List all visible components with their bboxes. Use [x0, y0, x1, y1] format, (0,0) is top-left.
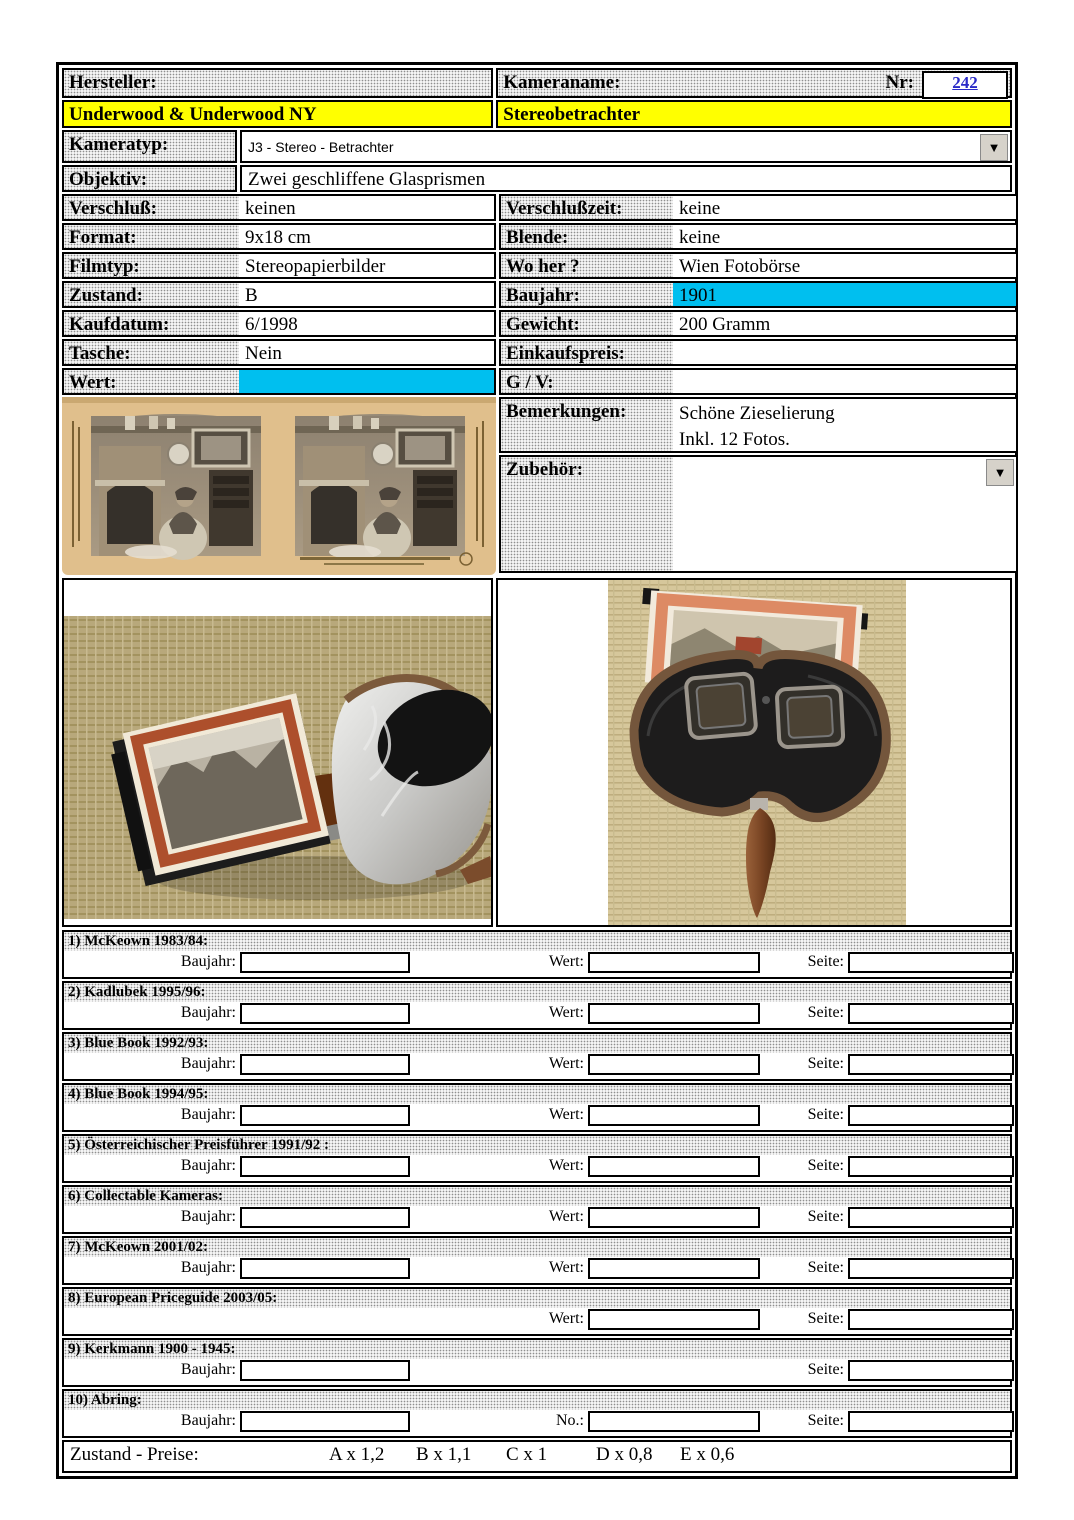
price-factor-d: D x 0,8	[596, 1444, 653, 1465]
wert-input[interactable]	[588, 1003, 760, 1024]
price-guide-block	[62, 1185, 1012, 1234]
kameraname-value-cell[interactable]	[496, 100, 1012, 128]
zustand-row	[62, 281, 496, 308]
kameraname-header-cell	[496, 68, 1012, 98]
seite-input[interactable]	[848, 1258, 1014, 1279]
seite-label: Seite:	[807, 1004, 844, 1021]
stereo-viewer-side-image	[64, 580, 493, 925]
gewicht-label: Gewicht:	[501, 312, 673, 335]
price-factor-e: E x 0,6	[680, 1444, 735, 1465]
kameratyp-label: Kameratyp:	[69, 134, 169, 155]
chevron-down-icon: ▼	[987, 140, 1001, 155]
price-guide-block	[62, 1032, 1012, 1081]
baujahr-label: Baujahr:	[180, 1208, 236, 1225]
kameratyp-label-cell	[62, 130, 237, 163]
wert-label: Wert:	[548, 1310, 584, 1327]
price-guides	[62, 930, 1012, 1438]
baujahr-input[interactable]	[240, 1054, 410, 1075]
bemerkungen-value[interactable]	[673, 399, 1016, 451]
wert-label: Wert:	[548, 1259, 584, 1276]
chevron-down-icon: ▼	[993, 465, 1007, 480]
price-guide-block	[62, 1338, 1012, 1387]
price-guide-block	[62, 1287, 1012, 1336]
price-guide-title: 10) Abring:	[64, 1391, 1010, 1410]
price-guide-block	[62, 981, 1012, 1030]
wert-label: Wert:	[548, 1157, 584, 1174]
verschlusszeit-value[interactable]: keine	[673, 196, 1016, 219]
baujahr-label: Baujahr:	[180, 1259, 236, 1276]
seite-input[interactable]	[848, 1105, 1014, 1126]
wert-input[interactable]	[588, 1309, 760, 1330]
blende-row	[499, 223, 1018, 250]
tasche-value[interactable]: Nein	[239, 341, 494, 364]
objektiv-value-cell[interactable]	[240, 165, 1012, 192]
wert-label: Wert:	[548, 1106, 584, 1123]
price-guide-block	[62, 1134, 1012, 1183]
bemerkungen-line1: Schöne Zieselierung	[679, 403, 835, 424]
zustand-preise-row	[62, 1440, 1012, 1473]
price-guide-fields-row	[64, 1155, 1010, 1181]
woher-label: Wo her ?	[501, 254, 673, 277]
seite-input[interactable]	[848, 1360, 1014, 1381]
einkaufspreis-row	[499, 339, 1018, 366]
zubehoer-value	[673, 450, 679, 473]
einkaufspreis-label: Einkaufspreis:	[501, 341, 673, 364]
nr-label: Nr:	[885, 72, 914, 93]
verschlusszeit-row	[499, 194, 1018, 221]
no-input[interactable]	[588, 1411, 760, 1432]
zubehoer-row	[499, 455, 1018, 573]
bemerkungen-row	[499, 397, 1018, 453]
seite-input[interactable]	[848, 1054, 1014, 1075]
baujahr-input[interactable]	[240, 1411, 410, 1432]
price-guide-title: 9) Kerkmann 1900 - 1945:	[64, 1340, 1010, 1359]
price-guide-title: 8) European Priceguide 2003/05:	[64, 1289, 1010, 1308]
kaufdatum-value[interactable]: 6/1998	[239, 312, 494, 335]
baujahr-label: Baujahr:	[180, 1412, 236, 1429]
kameratyp-value: J3 - Stereo - Betrachter	[248, 139, 394, 155]
baujahr-input[interactable]	[240, 1003, 410, 1024]
seite-label: Seite:	[807, 1106, 844, 1123]
wert-input[interactable]	[588, 1054, 760, 1075]
price-guide-title: 3) Blue Book 1992/93:	[64, 1034, 1010, 1053]
camera-record-form	[56, 62, 1018, 1479]
baujahr-input[interactable]	[240, 952, 410, 973]
objektiv-label: Objektiv:	[69, 169, 148, 190]
baujahr-label: Baujahr:	[180, 1157, 236, 1174]
price-guide-title: 2) Kadlubek 1995/96:	[64, 983, 1010, 1002]
baujahr-label: Baujahr:	[180, 1361, 236, 1378]
hersteller-label: Hersteller:	[69, 72, 157, 93]
baujahr-row	[499, 281, 1018, 308]
price-factor-a: A x 1,2	[329, 1444, 385, 1465]
gewicht-row	[499, 310, 1018, 337]
price-guide-fields-row	[64, 951, 1010, 977]
wert-input[interactable]	[588, 1258, 760, 1279]
verschluss-label: Verschluß:	[64, 196, 239, 219]
zustand-preise-label: Zustand - Preise:	[70, 1444, 199, 1465]
filmtyp-label: Filmtyp:	[64, 254, 239, 277]
viewer-side-photo	[62, 578, 493, 927]
wert-input[interactable]	[588, 952, 760, 973]
seite-label: Seite:	[807, 1157, 844, 1174]
baujahr-value[interactable]: 1901	[673, 283, 1016, 306]
baujahr-label: Baujahr:	[180, 1055, 236, 1072]
price-guide-fields-row	[64, 1359, 1010, 1385]
objektiv-label-cell	[62, 165, 237, 192]
format-row	[62, 223, 496, 250]
format-value[interactable]: 9x18 cm	[239, 225, 494, 248]
woher-value[interactable]: Wien Fotobörse	[673, 254, 1016, 277]
price-guide-fields-row	[64, 1257, 1010, 1283]
no-label: No.:	[556, 1412, 584, 1429]
seite-input[interactable]	[848, 1411, 1014, 1432]
gv-label: G / V:	[501, 370, 673, 393]
filmtyp-value[interactable]: Stereopapierbilder	[239, 254, 494, 277]
gv-row	[499, 368, 1018, 395]
kaufdatum-row	[62, 310, 496, 337]
tasche-row	[62, 339, 496, 366]
viewer-front-photo	[496, 578, 1012, 927]
blende-value[interactable]: keine	[673, 225, 1016, 248]
einkaufspreis-value[interactable]	[673, 341, 1016, 364]
seite-input[interactable]	[848, 1309, 1014, 1330]
bemerkungen-label: Bemerkungen:	[501, 399, 673, 451]
price-guide-block	[62, 1083, 1012, 1132]
price-factor-c: C x 1	[506, 1444, 548, 1465]
wert-label: Wert:	[548, 1055, 584, 1072]
price-guide-title: 5) Österreichischer Preisführer 1991/92 :	[64, 1136, 1010, 1155]
record-number-link[interactable]: 242	[952, 73, 978, 92]
record-number-box[interactable]	[922, 71, 1008, 99]
wert-input[interactable]	[588, 1207, 760, 1228]
seite-label: Seite:	[807, 1361, 844, 1378]
hersteller-value: Underwood & Underwood NY	[69, 104, 317, 125]
gv-value[interactable]	[673, 370, 1016, 393]
seite-input[interactable]	[848, 1003, 1014, 1024]
wert-label: Wert:	[548, 1004, 584, 1021]
baujahr-label: Baujahr:	[180, 1106, 236, 1123]
kameraname-value: Stereobetrachter	[503, 104, 641, 125]
price-guide-title: 4) Blue Book 1994/95:	[64, 1085, 1010, 1104]
baujahr-input[interactable]	[240, 1105, 410, 1126]
price-guide-block	[62, 930, 1012, 979]
zubehoer-label: Zubehör:	[501, 457, 673, 571]
price-guide-fields-row	[64, 1206, 1010, 1232]
zubehoer-dropdown-button[interactable]	[986, 459, 1014, 486]
price-guide-fields-row	[64, 1410, 1010, 1436]
price-guide-title: 1) McKeown 1983/84:	[64, 932, 1010, 951]
seite-input[interactable]	[848, 1156, 1014, 1177]
zubehoer-combobox[interactable]	[673, 457, 1016, 571]
stereo-viewer-lens-image	[498, 580, 1012, 925]
blende-label: Blende:	[501, 225, 673, 248]
filmtyp-row	[62, 252, 496, 279]
price-guide-fields-row	[64, 1308, 1010, 1334]
stereo-card-sample-image	[62, 397, 496, 575]
baujahr-label: Baujahr:	[501, 283, 673, 306]
wert-row	[62, 368, 496, 395]
zustand-value[interactable]: B	[239, 283, 494, 306]
verschluss-row	[62, 194, 496, 221]
seite-label: Seite:	[807, 1310, 844, 1327]
verschlusszeit-label: Verschlußzeit:	[501, 196, 673, 219]
tasche-label: Tasche:	[64, 341, 239, 364]
wert-input[interactable]	[588, 1105, 760, 1126]
price-guide-fields-row	[64, 1104, 1010, 1130]
kameraname-label: Kameraname:	[503, 72, 621, 93]
seite-input[interactable]	[848, 952, 1014, 973]
kameratyp-combobox[interactable]	[240, 130, 1012, 163]
gewicht-value[interactable]: 200 Gramm	[673, 312, 1016, 335]
seite-label: Seite:	[807, 953, 844, 970]
baujahr-label: Baujahr:	[180, 1004, 236, 1021]
seite-label: Seite:	[807, 1412, 844, 1429]
price-guide-block	[62, 1389, 1012, 1438]
baujahr-input[interactable]	[240, 1207, 410, 1228]
price-guide-title: 7) McKeown 2001/02:	[64, 1238, 1010, 1257]
format-label: Format:	[64, 225, 239, 248]
price-guide-block	[62, 1236, 1012, 1285]
wert-value[interactable]	[239, 370, 494, 393]
baujahr-input[interactable]	[240, 1156, 410, 1177]
price-guide-fields-row	[64, 1053, 1010, 1079]
wert-label: Wert:	[548, 953, 584, 970]
seite-input[interactable]	[848, 1207, 1014, 1228]
wert-label: Wert:	[64, 370, 239, 393]
baujahr-input[interactable]	[240, 1360, 410, 1381]
zustand-label: Zustand:	[64, 283, 239, 306]
baujahr-input[interactable]	[240, 1258, 410, 1279]
price-factor-b: B x 1,1	[416, 1444, 472, 1465]
hersteller-header-cell	[62, 68, 493, 98]
hersteller-value-cell[interactable]	[62, 100, 493, 128]
stereo-card-photo	[62, 397, 496, 575]
wert-label: Wert:	[548, 1208, 584, 1225]
kaufdatum-label: Kaufdatum:	[64, 312, 239, 335]
bemerkungen-line2: Inkl. 12 Fotos.	[679, 429, 790, 450]
seite-label: Seite:	[807, 1259, 844, 1276]
verschluss-value[interactable]: keinen	[239, 196, 494, 219]
wert-input[interactable]	[588, 1156, 760, 1177]
seite-label: Seite:	[807, 1055, 844, 1072]
kameratyp-dropdown-button[interactable]	[980, 134, 1008, 161]
price-guide-fields-row	[64, 1002, 1010, 1028]
woher-row	[499, 252, 1018, 279]
baujahr-label: Baujahr:	[180, 953, 236, 970]
seite-label: Seite:	[807, 1208, 844, 1225]
price-guide-title: 6) Collectable Kameras:	[64, 1187, 1010, 1206]
objektiv-value: Zwei geschliffene Glasprismen	[242, 167, 485, 190]
